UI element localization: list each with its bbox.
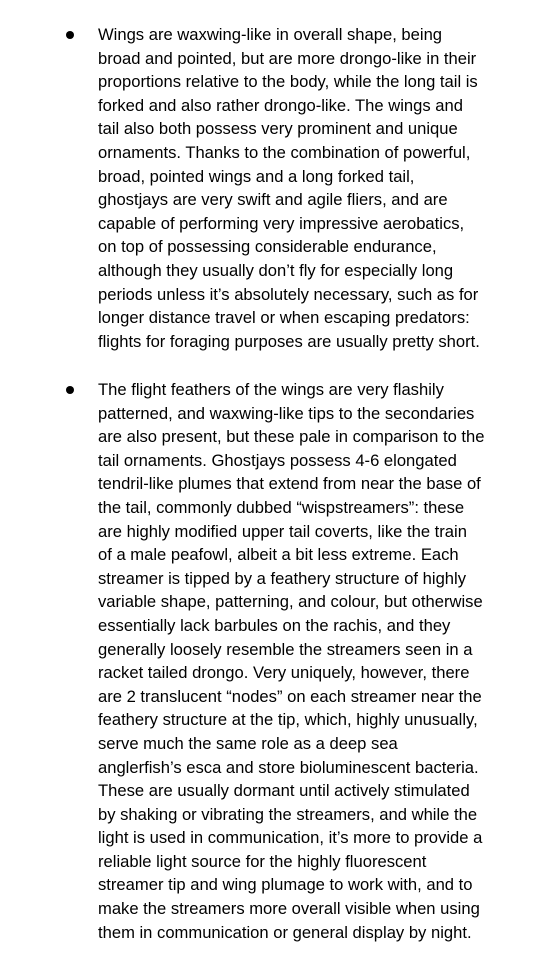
paragraph-line: the tail, commonly dubbed “wispstreamers”: these (98, 497, 465, 517)
paragraph-line: broad, pointed wings and a long forked tail, (98, 166, 415, 186)
paragraph-line: light is used in communication, it’s more to provide a (98, 828, 483, 848)
paragraph-line: reliable light source for the highly fluorescent (98, 851, 427, 871)
paragraph-line: broad and pointed, but are more drongo-like in their (98, 48, 477, 68)
paragraph-line: flights for foraging purposes are usually pretty short. (98, 331, 480, 351)
bullet-paragraph (98, 23, 480, 353)
paragraph-line: feathery structure at the tip, which, highly unusually, (98, 710, 478, 730)
paragraph-line: These are usually dormant until actively stimulated (98, 781, 470, 801)
paragraph-line: Wings are waxwing-like in overall shape, being (98, 25, 443, 44)
paragraph-line: capable of performing very impressive aerobatics, (98, 213, 465, 233)
paragraph-line: forked and also rather drongo-like. The wings and (98, 95, 463, 115)
paragraph-line: tail also both possess very prominent and unique (98, 119, 458, 139)
paragraph-line: are also present, but these pale in comparison to the (98, 427, 485, 447)
paragraph-line: ornaments. Thanks to the combination of powerful, (98, 142, 471, 162)
paragraph-line: proportions relative to the body, while the long tail is (98, 72, 478, 92)
paragraph-line: anglerfish’s esca and store bioluminescent bacteria. (98, 757, 479, 777)
bullet-icon (66, 31, 74, 39)
paragraph-line: patterned, and waxwing-like tips to the secondaries (98, 403, 475, 423)
paragraph-line: racket tailed drongo. Very uniquely, however, there (98, 663, 470, 683)
paragraph-line: of a male peafowl, albeit a bit less extreme. Each (98, 545, 459, 565)
paragraph-line: are 2 translucent “nodes” on each streamer near the (98, 686, 482, 706)
paragraph-line: serve much the same role as a deep sea (98, 733, 398, 753)
paragraph-line: them in communication or general display by night. (98, 922, 472, 942)
bullet-icon (66, 386, 74, 394)
paragraph-line: periods unless it’s absolutely necessary, such as for (98, 284, 479, 304)
paragraph-line: by shaking or vibrating the streamers, and while the (98, 804, 478, 824)
bullet-paragraph (98, 378, 485, 944)
paragraph-line: make the streamers more overall visible when using (98, 899, 480, 919)
paragraph-line: are highly modified upper tail coverts, like the train (98, 521, 467, 541)
paragraph-line: variable shape, patterning, and colour, but otherwise (98, 592, 483, 612)
paragraph-line: on top of possessing considerable endurance, (98, 237, 437, 257)
paragraph-line: streamer tip and wing plumage to work with, and to (98, 875, 473, 895)
paragraph-line: although they usually don’t fly for especially long (98, 260, 454, 280)
paragraph-line: streamer is tipped by a feathery structure of highly (98, 568, 467, 588)
paragraph-line: tail ornaments. Ghostjays possess 4-6 elongated (98, 450, 457, 470)
paragraph-line: essentially lack barbules on the rachis, and they (98, 615, 451, 635)
paragraph-line: longer distance travel or when escaping predators: (98, 308, 470, 328)
paragraph-line: ghostjays are very swift and agile fliers, and are (98, 190, 448, 210)
paragraph-line: tendril-like plumes that extend from near the base of (98, 474, 481, 494)
paragraph-line: generally loosely resemble the streamers seen in a (98, 639, 473, 659)
paragraph-line: The flight feathers of the wings are very flashily (98, 380, 444, 399)
